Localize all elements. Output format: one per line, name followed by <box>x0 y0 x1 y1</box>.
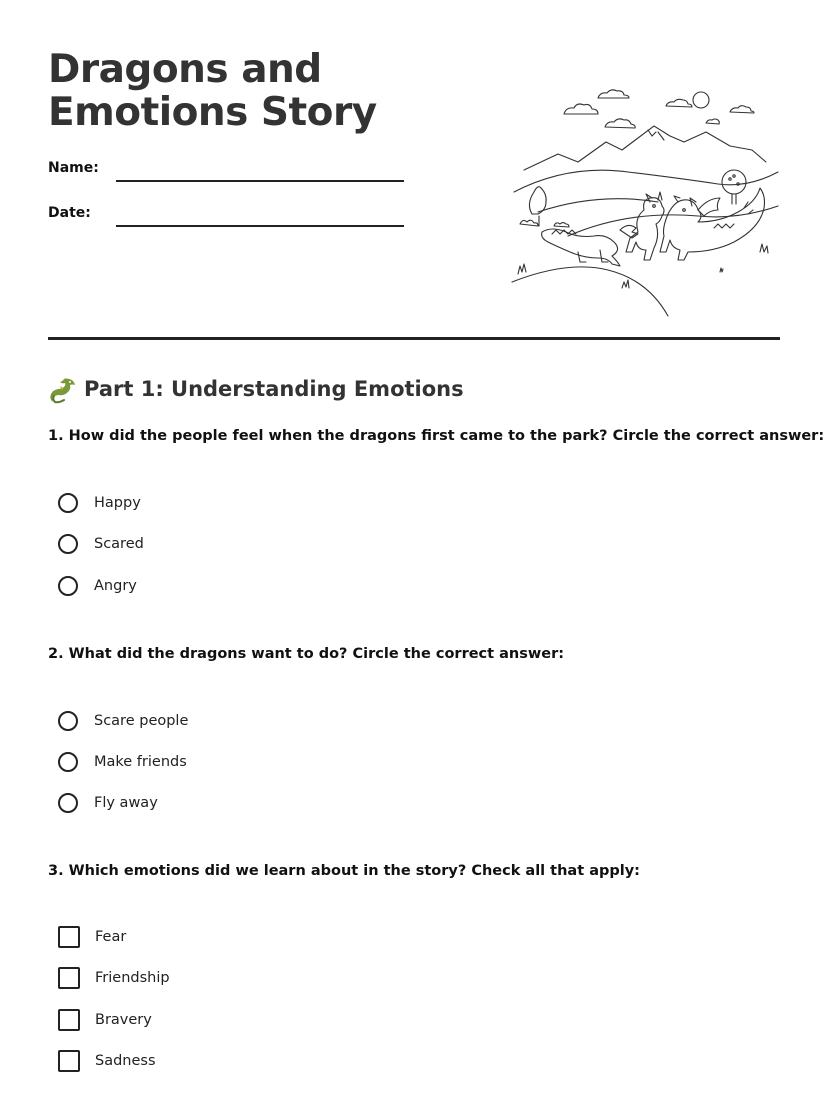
radio-button[interactable] <box>58 493 78 513</box>
name-line[interactable] <box>116 180 404 182</box>
date-field[interactable] <box>48 205 408 229</box>
radio-button[interactable] <box>58 576 78 596</box>
option-label: Make friends <box>94 754 187 770</box>
option-label: Angry <box>94 578 137 594</box>
date-line[interactable] <box>116 225 404 227</box>
option-label: Scare people <box>94 713 189 729</box>
option-label: Bravery <box>95 1012 152 1028</box>
radio-button[interactable] <box>58 752 78 772</box>
checkbox[interactable] <box>58 967 80 989</box>
section-heading <box>48 372 464 406</box>
page-title: Dragons and Emotions Story <box>48 47 377 135</box>
question-2: 2. What did the dragons want to do? Circle the correct answer: <box>48 646 565 662</box>
option-happy[interactable] <box>58 491 141 515</box>
dragon-icon <box>48 374 78 404</box>
radio-button[interactable] <box>58 711 78 731</box>
option-label: Scared <box>94 536 144 552</box>
option-angry[interactable] <box>58 574 137 598</box>
option-sadness[interactable] <box>58 1049 156 1073</box>
header-divider <box>48 337 780 340</box>
dragons-park-illustration <box>508 84 784 324</box>
checkbox[interactable] <box>58 926 80 948</box>
checkbox[interactable] <box>58 1009 80 1031</box>
option-bravery[interactable] <box>58 1008 152 1032</box>
section-title: Part 1: Understanding Emotions <box>84 377 464 401</box>
radio-button[interactable] <box>58 793 78 813</box>
question-1: 1. How did the people feel when the dragons first came to the park? Circle the correct answer: <box>48 428 825 444</box>
option-scare-people[interactable] <box>58 709 188 733</box>
option-scared[interactable] <box>58 532 144 556</box>
name-label: Name: <box>48 160 99 176</box>
option-label: Friendship <box>95 970 170 986</box>
option-label: Happy <box>94 495 141 511</box>
date-label: Date: <box>48 205 91 221</box>
option-fear[interactable] <box>58 925 126 949</box>
question-3: 3. Which emotions did we learn about in the story? Check all that apply: <box>48 863 640 879</box>
checkbox[interactable] <box>58 1050 80 1072</box>
option-label: Fly away <box>94 795 158 811</box>
option-label: Sadness <box>95 1053 156 1069</box>
radio-button[interactable] <box>58 534 78 554</box>
option-make-friends[interactable] <box>58 750 187 774</box>
option-fly-away[interactable] <box>58 791 158 815</box>
option-friendship[interactable] <box>58 966 170 990</box>
option-label: Fear <box>95 929 127 945</box>
name-field[interactable] <box>48 160 408 184</box>
